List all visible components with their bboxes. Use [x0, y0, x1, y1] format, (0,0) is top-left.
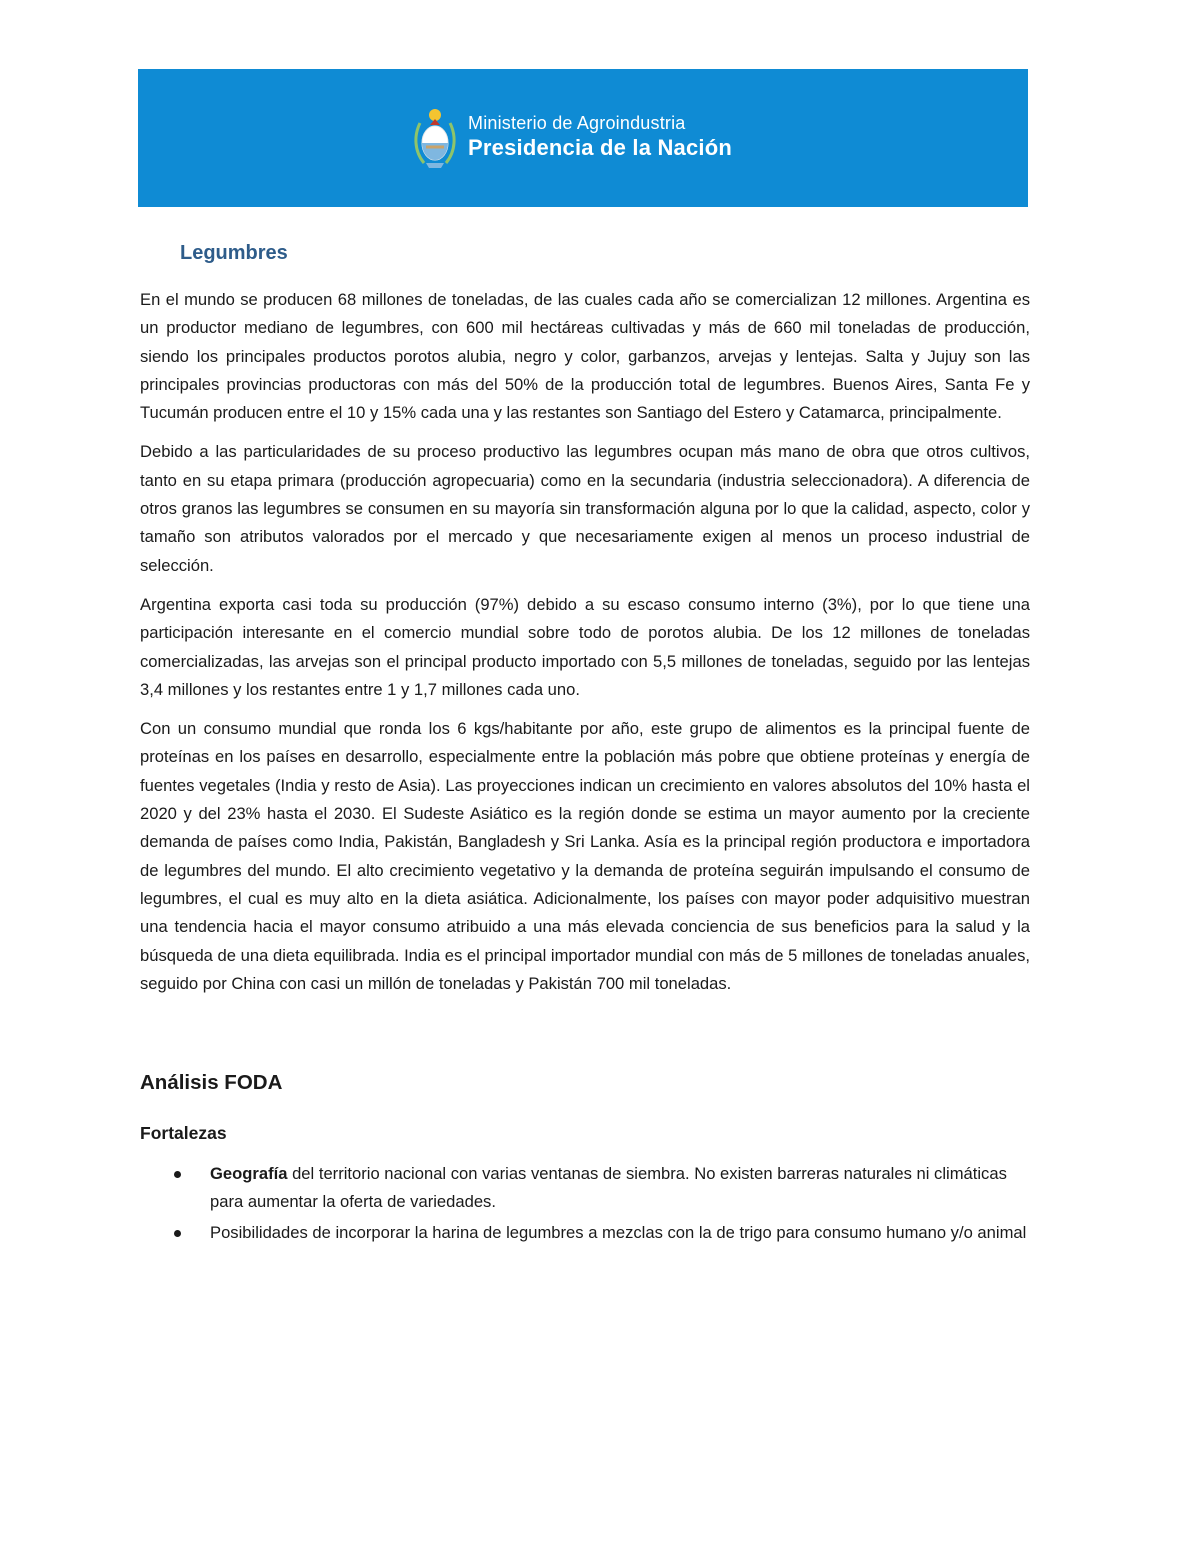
- paragraph-1: En el mundo se producen 68 millones de toneladas, de las cuales cada año se comercializan 12 millones. Argentina es un productor mediano de legumbres, con 600 mil hectáreas cultivadas y más de 660 mil toneladas de producción, siendo los principales productos porotos alubia, negro y color, garbanzos, arvejas y lentejas. Salta y Jujuy son las principales provincias productoras con más del 50% de la producción total de legumbres. Buenos Aires, Santa Fe y Tucumán producen entre el 10 y 15% cada una y las restantes son Santiago del Estero y Catamarca, principalmente.: [140, 290, 1030, 423]
- list-item: [140, 1219, 1030, 1247]
- list-item-text: Posibilidades de incorporar la harina de legumbres a mezclas con la de trigo para consumo humano y/o animal: [210, 1222, 1027, 1242]
- list-item-lead: Geografía: [210, 1164, 288, 1184]
- bullet-icon: [174, 1171, 181, 1178]
- fortalezas-list: [140, 1160, 1030, 1247]
- presidency-name: Presidencia de la Nación: [468, 135, 733, 160]
- paragraph-2: Debido a las particularidades de su proceso productivo las legumbres ocupan más mano de obra que otros cultivos, tanto en su etapa primara (producción agropecuaria) como en la secundaria (industria seleccionadora). A diferencia de otros granos las legumbres se consumen en su mayoría sin transformación alguna por lo que la calidad, aspecto, color y tamaño son atributos valorados por el mercado y que necesariamente exigen al menos un proceso industrial de selección.: [140, 442, 1030, 575]
- document-body: [140, 238, 1030, 1249]
- paragraph-4: Con un consumo mundial que ronda los 6 kgs/habitante por año, este grupo de alimentos es la principal fuente de proteínas en los países en desarrollo, especialmente entre la población más pobre que obtiene proteínas y energía de fuentes vegetales (India y resto de Asia). Las proyecciones indican un crecimiento en valores absolutos del 10% hasta el 2020 y del 23% hasta el 2030. El Sudeste Asiático es la región donde se estima un mayor aumento por la creciente demanda de países como India, Pakistán, Bangladesh y Sri Lanka. Asía es la principal región productora e importadora de legumbres del mundo. El alto crecimiento vegetativo y la demanda de proteína seguirán impulsando el consumo de legumbres, el cual es muy alto en la dieta asiática. Adicionalmente, los países con mayor poder adquisitivo muestran una tendencia hacia el mayor consumo atribuido a una más elevada conciencia de sus beneficios para la salud y la búsqueda de una dieta equilibrada. India es el principal importador mundial con más de 5 millones de toneladas anuales, seguido por China con casi un millón de toneladas y Pakistán 700 mil toneladas.: [140, 719, 1030, 993]
- list-item-text: del territorio nacional con varias ventanas de siembra. No existen barreras naturales ni climáticas para aumentar la oferta de variedades.: [210, 1164, 1007, 1212]
- ministry-name: Ministerio de Agroindustria: [468, 113, 686, 133]
- list-item: [140, 1160, 1030, 1217]
- foda-heading: Análisis FODA: [140, 1071, 283, 1095]
- section-title: Legumbres: [180, 242, 288, 264]
- fortalezas-heading: Fortalezas: [140, 1123, 227, 1144]
- header-banner: [138, 69, 1028, 207]
- bullet-icon: [174, 1230, 181, 1237]
- paragraph-3: Argentina exporta casi toda su producción (97%) debido a su escaso consumo interno (3%), por lo que tiene una participación interesante en el comercio mundial sobre todo de porotos alubia. De los 12 millones de toneladas comercializadas, las arvejas son el principal producto importado con 5,5 millones de toneladas, seguido por las lentejas 3,4 millones y los restantes entre 1 y 1,7 millones cada uno.: [140, 594, 1030, 699]
- coat-of-arms-icon: [414, 103, 456, 173]
